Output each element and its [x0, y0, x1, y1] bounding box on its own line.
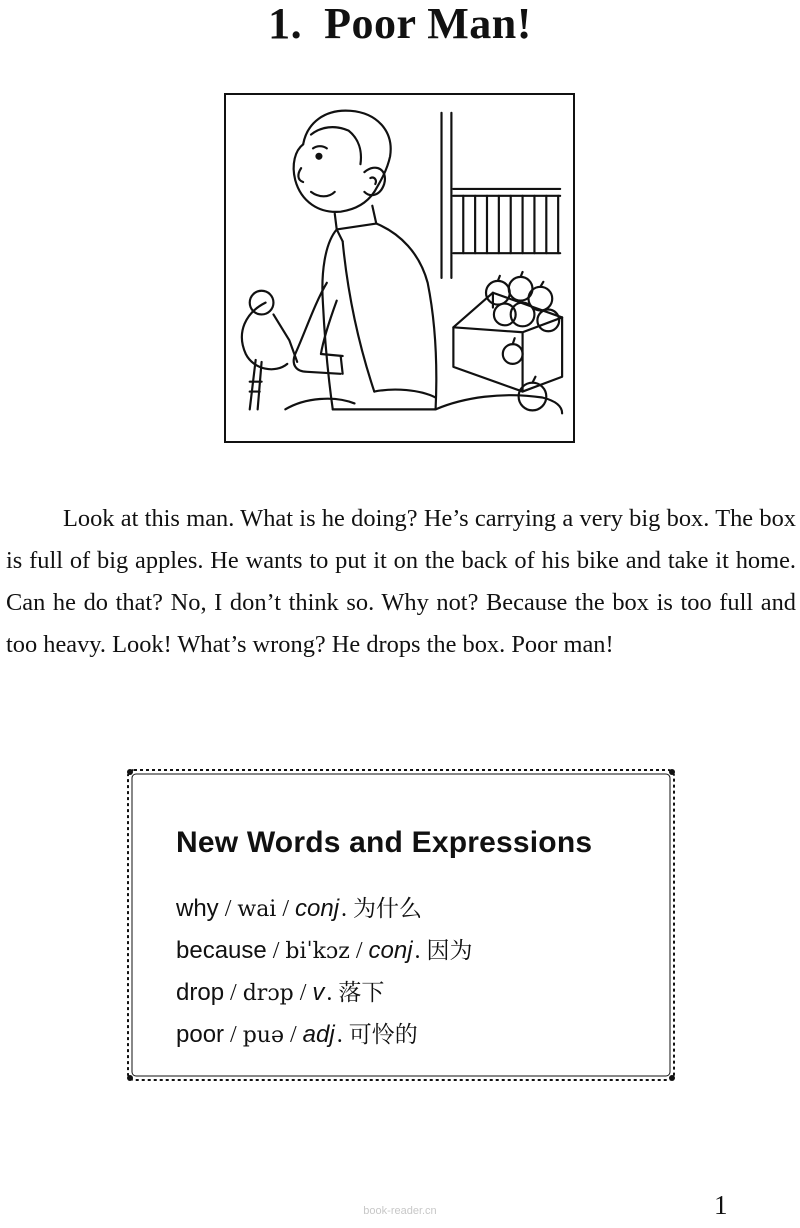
lesson-title-text: Poor Man!: [324, 0, 532, 48]
man-carrying-apple-box-on-bike-illustration: [226, 95, 573, 441]
illustration-frame: [224, 93, 575, 443]
entry-word: drop: [176, 979, 225, 1006]
entry-part-of-speech: conj: [368, 937, 413, 964]
entry-part-of-speech: v: [312, 979, 325, 1006]
story-text: Look at this man. What is he doing? He’s carrying a very big box. The box is full of big apples. He wants to put it on the back of his bike and take it home. Can he do that? No, I don’t think so. Why not? Because the box is too full and too heavy. Look! What’s wrong? He drops the box. Poor man!: [6, 505, 796, 658]
entry-meaning: 落下: [338, 980, 385, 1006]
vocabulary-heading: New Words and Expressions: [176, 826, 593, 859]
entry-part-of-speech: conj: [295, 895, 340, 922]
vocabulary-box: [124, 766, 678, 1084]
entry-meaning: 因为: [426, 938, 473, 964]
entry-meaning: 可怜的: [348, 1022, 418, 1048]
entry-word: why: [176, 895, 219, 922]
entry-meaning: 为什么: [353, 896, 423, 922]
entry-phonetic: biˈkɔz: [285, 939, 350, 964]
lesson-number: 1.: [268, 0, 303, 48]
entry-phonetic: drɔp: [242, 981, 294, 1006]
vocabulary-entry: because / biˈkɔz / conj. 因为: [176, 937, 473, 964]
vocabulary-entry: why / wai / conj. 为什么: [176, 895, 423, 922]
page-number: 1: [714, 1190, 728, 1220]
story-paragraph: [6, 498, 796, 666]
entry-phonetic: puə: [242, 1023, 284, 1048]
vocabulary-entry: drop / drɔp / v. 落下: [176, 979, 385, 1006]
entry-phonetic: wai: [237, 897, 277, 922]
vocabulary-list: [176, 888, 473, 1056]
vocabulary-entry: poor / puə / adj. 可怜的: [176, 1021, 418, 1048]
watermark: book-reader.cn: [363, 1205, 437, 1217]
entry-word: poor: [176, 1021, 225, 1048]
lesson-title: [0, 2, 800, 46]
entry-part-of-speech: adj: [302, 1021, 335, 1048]
entry-word: because: [176, 937, 267, 964]
